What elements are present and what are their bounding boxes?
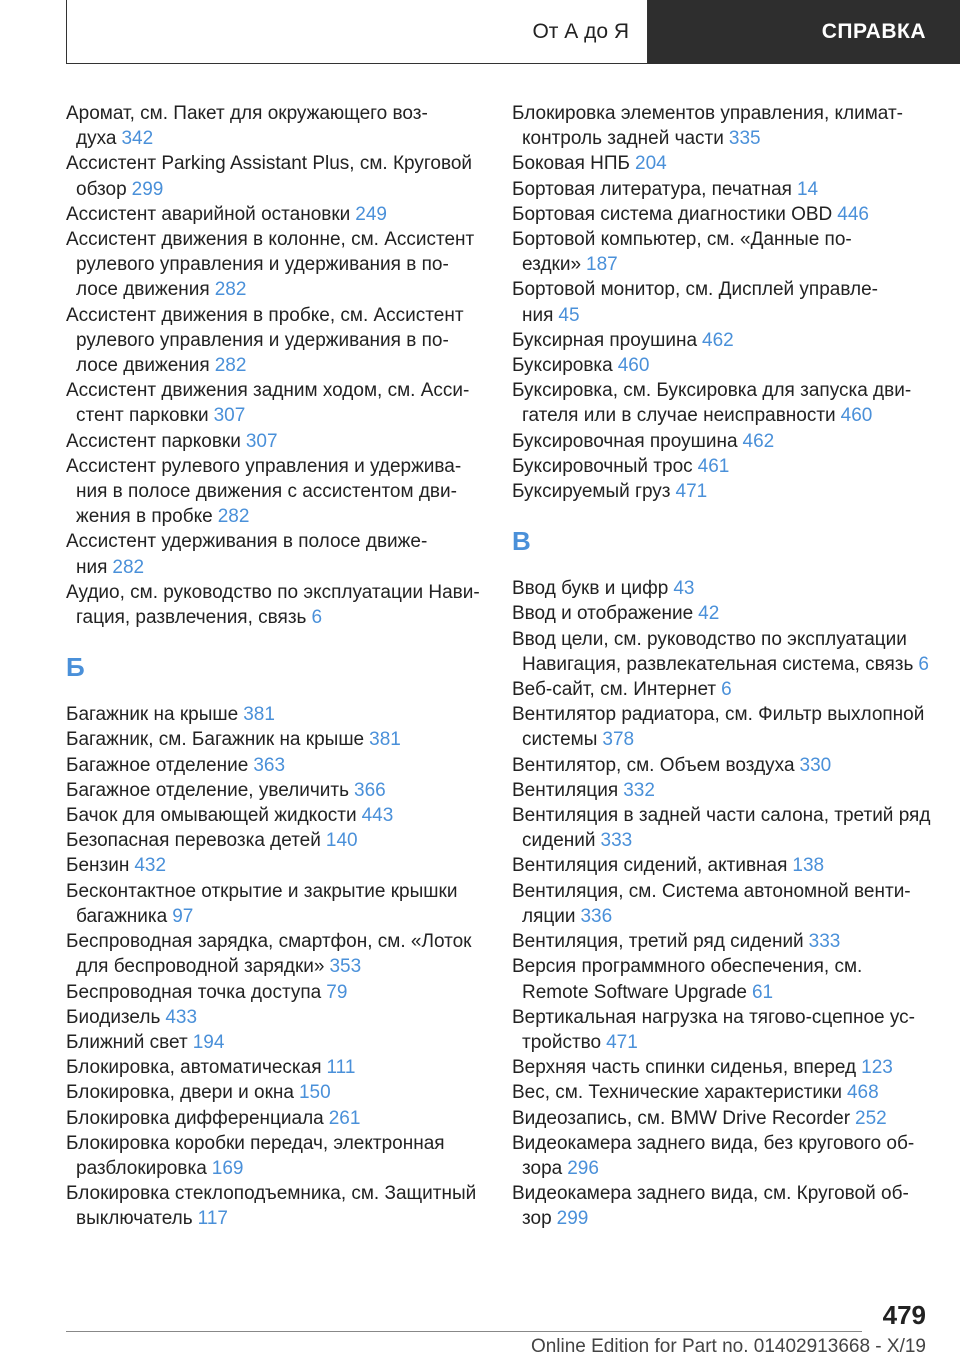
index-entry-text: Блокировка, двери и окна bbox=[66, 1082, 294, 1104]
index-entry-text: Ввод цели, см. руководство по эксплуатации Навигация, развлекательная система, связь bbox=[512, 628, 914, 675]
index-entry bbox=[512, 1080, 932, 1105]
index-entry bbox=[66, 727, 484, 752]
header-tabs bbox=[66, 0, 960, 66]
page-link[interactable]: 6 bbox=[721, 679, 732, 701]
index-entry-text: Ближний свет bbox=[66, 1031, 188, 1053]
page-link[interactable]: 299 bbox=[131, 178, 164, 200]
index-entry bbox=[66, 1030, 484, 1055]
index-column-right bbox=[512, 101, 932, 1232]
index-entry-text: Блокировка дифференциала bbox=[66, 1107, 324, 1129]
index-entry bbox=[66, 227, 484, 303]
index-entry bbox=[512, 778, 932, 803]
page-link[interactable]: 366 bbox=[354, 779, 386, 801]
index-entry-text: Ассистент удерживания в полосе движе-ния bbox=[66, 531, 428, 578]
page-link[interactable]: 381 bbox=[243, 704, 275, 726]
page-link[interactable]: 307 bbox=[245, 430, 278, 452]
page-link[interactable]: 261 bbox=[328, 1107, 361, 1129]
page-link[interactable]: 446 bbox=[837, 203, 869, 225]
index-entry bbox=[66, 202, 484, 227]
index-entry-text: Бачок для омывающей жидкости bbox=[66, 805, 357, 827]
index-entry bbox=[512, 929, 932, 954]
page-link[interactable]: 282 bbox=[214, 355, 247, 377]
index-entry bbox=[512, 677, 932, 702]
index-entry-text: Версия программного обеспечения, см. Remote Software Upgrade bbox=[512, 956, 863, 1003]
page-link[interactable]: 378 bbox=[602, 729, 635, 751]
index-entry-text: Ввод и отображение bbox=[512, 603, 694, 625]
index-entry-text: Ассистент рулевого управления и удержива-ния в полосе движения с ассистентом дви-жения в пробке bbox=[66, 455, 462, 528]
index-entry-text: Биодизель bbox=[66, 1006, 161, 1028]
index-entry bbox=[66, 753, 484, 778]
page-link[interactable]: 282 bbox=[112, 556, 145, 578]
page-link[interactable]: 282 bbox=[217, 506, 250, 528]
index-entry bbox=[512, 1131, 932, 1181]
page-link[interactable]: 14 bbox=[796, 178, 819, 200]
index-entry-text: Бесконтактное открытие и закрытие крышки багажника bbox=[66, 880, 458, 927]
index-entry-text: Видеокамера заднего вида, без кругового об-зора bbox=[512, 1132, 915, 1179]
index-entry bbox=[512, 576, 932, 601]
page-link[interactable]: 433 bbox=[165, 1006, 198, 1028]
index-entry-text: Бортовой монитор, см. Дисплей управле-ния bbox=[512, 279, 878, 326]
page-link[interactable]: 468 bbox=[846, 1082, 879, 1104]
page-link[interactable]: 150 bbox=[298, 1082, 331, 1104]
index-entry-text: Буксировочный трос bbox=[512, 455, 693, 477]
page-link[interactable]: 461 bbox=[697, 455, 730, 477]
index-entry bbox=[66, 1005, 484, 1030]
index-entry-text: Буксируемый груз bbox=[512, 481, 671, 503]
index-entry-text: Видеокамера заднего вида, см. Круговой об-зор bbox=[512, 1183, 909, 1230]
page-link[interactable]: 471 bbox=[675, 481, 708, 503]
page-link[interactable]: 117 bbox=[197, 1208, 228, 1230]
page-link[interactable]: 462 bbox=[742, 430, 775, 452]
page-number: 479 bbox=[882, 1300, 926, 1330]
index-entry-text: Вентиляция сидений, активная bbox=[512, 855, 788, 877]
index-entry bbox=[66, 454, 484, 530]
index-entry-text: Ассистент аварийной остановки bbox=[66, 203, 351, 225]
tab-a-to-z[interactable]: От А до Я bbox=[66, 0, 648, 64]
page-link[interactable]: 381 bbox=[369, 729, 401, 751]
page-link[interactable]: 194 bbox=[192, 1031, 225, 1053]
index-entry bbox=[512, 227, 932, 277]
index-entry-text: Бортовая литература, печатная bbox=[512, 178, 792, 200]
page-link[interactable]: 249 bbox=[355, 203, 387, 225]
index-entry bbox=[512, 151, 932, 176]
page-link[interactable]: 42 bbox=[698, 603, 720, 625]
index-column-left bbox=[66, 101, 484, 1232]
index-entry bbox=[66, 853, 484, 878]
index-entry bbox=[66, 101, 484, 151]
index-entry-text: Багажник на крыше bbox=[66, 704, 239, 726]
index-entry-text: Блокировка стеклоподъемника, см. Защитный выключатель bbox=[66, 1183, 477, 1230]
index-entry-text: Багажное отделение, увеличить bbox=[66, 779, 349, 801]
page-link[interactable]: 79 bbox=[326, 981, 348, 1003]
index-entry bbox=[66, 1106, 484, 1131]
index-entry-text: Ассистент парковки bbox=[66, 430, 241, 452]
index-entry bbox=[512, 177, 932, 202]
page-link[interactable]: 61 bbox=[751, 981, 774, 1003]
page-link[interactable]: 43 bbox=[673, 578, 695, 600]
page-link[interactable]: 460 bbox=[617, 355, 650, 377]
index-entry-text: Бортовой компьютер, см. «Данные по-ездки» bbox=[512, 229, 852, 276]
index-entry bbox=[66, 303, 484, 379]
index-entry-text: Вентиляция, третий ряд сидений bbox=[512, 931, 804, 953]
page-link[interactable]: 460 bbox=[840, 405, 873, 427]
index-entry-text: Вертикальная нагрузка на тягово-сцепное ус-тройство bbox=[512, 1006, 915, 1053]
page-link[interactable]: 336 bbox=[580, 905, 613, 927]
index-entry-text: Вентилятор, см. Объем воздуха bbox=[512, 754, 795, 776]
page-link[interactable]: 432 bbox=[134, 855, 167, 877]
index-entry bbox=[66, 378, 484, 428]
page-link[interactable]: 204 bbox=[635, 153, 667, 175]
index-entry-text: Безопасная перевозка детей bbox=[66, 830, 321, 852]
index-entry bbox=[66, 151, 484, 201]
page-link[interactable]: 187 bbox=[586, 254, 618, 276]
index-entry bbox=[512, 753, 932, 778]
index-entry-text: Ассистент движения задним ходом, см. Асси-стент парковки bbox=[66, 380, 470, 427]
page-link[interactable]: 471 bbox=[606, 1031, 638, 1053]
index-entry-text: Вентиляция в задней части салона, третий ряд сидений bbox=[512, 805, 931, 852]
page-link[interactable]: 353 bbox=[329, 956, 362, 978]
index-entry-text: Ассистент движения в пробке, см. Ассистент рулевого управления и удерживания в по-лосе движения bbox=[66, 304, 464, 377]
index-entry-text: Аудио, см. руководство по эксплуатации Нави-гация, развлечения, связь bbox=[66, 581, 480, 629]
page-link[interactable]: 296 bbox=[567, 1157, 599, 1179]
page-link[interactable]: 307 bbox=[213, 405, 246, 427]
page-link[interactable]: 97 bbox=[172, 905, 194, 927]
index-entry-text: Багажное отделение bbox=[66, 754, 249, 776]
index-entry-text: Вентиляция, см. Система автономной венти-ляции bbox=[512, 880, 911, 927]
index-entry bbox=[66, 702, 484, 727]
page-link[interactable]: 123 bbox=[861, 1057, 893, 1079]
index-entry bbox=[66, 429, 484, 454]
index-entry bbox=[512, 1055, 932, 1080]
index-entry-text: Аромат, см. Пакет для окружающего воз-духа bbox=[66, 103, 428, 150]
page-link[interactable]: 299 bbox=[556, 1208, 589, 1230]
index-entry bbox=[512, 1005, 932, 1055]
index-entry bbox=[66, 828, 484, 853]
footer-divider bbox=[66, 1331, 862, 1332]
index-entry bbox=[66, 1080, 484, 1105]
index-entry-text: Беспроводная точка доступа bbox=[66, 981, 322, 1003]
section-letter: В bbox=[512, 526, 531, 557]
index-entry bbox=[66, 580, 484, 630]
index-entry-text: Ассистент движения в колонне, см. Ассистент рулевого управления и удерживания в по-лосе движения bbox=[66, 229, 475, 301]
index-entry bbox=[512, 1106, 932, 1131]
index-entry-text: Блокировка, автоматическая bbox=[66, 1057, 322, 1079]
index-entry-text: Буксировочная проушина bbox=[512, 430, 738, 452]
index-entry bbox=[512, 277, 932, 327]
page-link[interactable]: 333 bbox=[600, 830, 633, 852]
index-entry bbox=[66, 1131, 484, 1181]
index-entry bbox=[512, 328, 932, 353]
page-link[interactable]: 6 bbox=[311, 607, 323, 629]
index-entry-text: Ввод букв и цифр bbox=[512, 578, 669, 600]
index-entry bbox=[512, 202, 932, 227]
index-entry-text: Бортовая система диагностики OBD bbox=[512, 203, 833, 225]
index-entry bbox=[512, 1181, 932, 1231]
index-entry bbox=[512, 601, 932, 626]
index-entry-text: Вентилятор радиатора, см. Фильтр выхлопной системы bbox=[512, 704, 925, 751]
index-entry-text: Вентиляция bbox=[512, 779, 619, 801]
index-entry bbox=[66, 778, 484, 803]
index-entry bbox=[66, 879, 484, 929]
page-link[interactable]: 335 bbox=[728, 128, 761, 150]
section-letter: Б bbox=[66, 652, 85, 683]
tab-help[interactable]: СПРАВКА bbox=[648, 0, 960, 64]
page-link[interactable]: 443 bbox=[361, 805, 394, 827]
index-entry bbox=[512, 101, 932, 151]
index-entry bbox=[66, 1055, 484, 1080]
index-entry bbox=[512, 879, 932, 929]
page-link[interactable]: 6 bbox=[918, 653, 929, 675]
index-entry-text: Веб-сайт, см. Интернет bbox=[512, 679, 717, 701]
index-entry-text: Багажник, см. Багажник на крыше bbox=[66, 729, 365, 751]
page-link[interactable]: 169 bbox=[211, 1157, 244, 1179]
index-entry bbox=[512, 429, 932, 454]
index-entry-text: Блокировка элементов управления, климат-контроль задней части bbox=[512, 103, 903, 150]
index-entry bbox=[512, 353, 932, 378]
index-entry bbox=[66, 1181, 484, 1231]
index-entry-text: Видеозапись, см. BMW Drive Recorder bbox=[512, 1107, 851, 1129]
index-entry-text: Боковая НПБ bbox=[512, 153, 630, 175]
index-entry bbox=[512, 954, 932, 1004]
index-entry-text: Вес, см. Технические характеристики bbox=[512, 1082, 842, 1104]
index-entry bbox=[66, 803, 484, 828]
index-entry bbox=[66, 980, 484, 1005]
index-entry-text: Ассистент Parking Assistant Plus, см. Круговой обзор bbox=[66, 153, 473, 200]
index-entry-text: Бензин bbox=[66, 855, 130, 877]
page-link[interactable]: 140 bbox=[325, 830, 358, 852]
index-entry bbox=[512, 853, 932, 878]
page-link[interactable]: 462 bbox=[702, 329, 734, 351]
index-entry bbox=[512, 702, 932, 752]
page-link[interactable]: 363 bbox=[253, 754, 286, 776]
index-entry-text: Беспроводная зарядка, смартфон, см. «Лоток для беспроводной зарядки» bbox=[66, 931, 472, 978]
page-link[interactable]: 45 bbox=[558, 304, 580, 326]
index-entry bbox=[66, 529, 484, 579]
index-entry bbox=[512, 803, 932, 853]
page-link[interactable]: 332 bbox=[623, 779, 655, 801]
index-entry bbox=[66, 929, 484, 979]
page-link[interactable]: 138 bbox=[792, 855, 825, 877]
page-link[interactable]: 282 bbox=[214, 279, 247, 301]
index-entry-text: Верхняя часть спинки сиденья, вперед bbox=[512, 1057, 857, 1079]
index-entry bbox=[512, 454, 932, 479]
page-link[interactable]: 330 bbox=[799, 754, 832, 776]
index-entry-text: Буксировка, см. Буксировка для запуска дви-гателя или в случае неисправности bbox=[512, 380, 912, 427]
index-entry bbox=[512, 627, 932, 677]
index-entry-text: Блокировка коробки передач, электронная разблокировка bbox=[66, 1132, 445, 1179]
index-entry-text: Буксирная проушина bbox=[512, 329, 698, 351]
page-link[interactable]: 333 bbox=[808, 931, 841, 953]
index-entry bbox=[512, 378, 932, 428]
index-entry-text: Буксировка bbox=[512, 355, 613, 377]
page-link[interactable]: 342 bbox=[121, 128, 154, 150]
index-entry bbox=[512, 479, 932, 504]
page-link[interactable]: 252 bbox=[855, 1107, 887, 1129]
page-link[interactable]: 111 bbox=[326, 1057, 356, 1079]
footer-edition: Online Edition for Part no. 01402913668 - X/19 bbox=[530, 1336, 926, 1357]
